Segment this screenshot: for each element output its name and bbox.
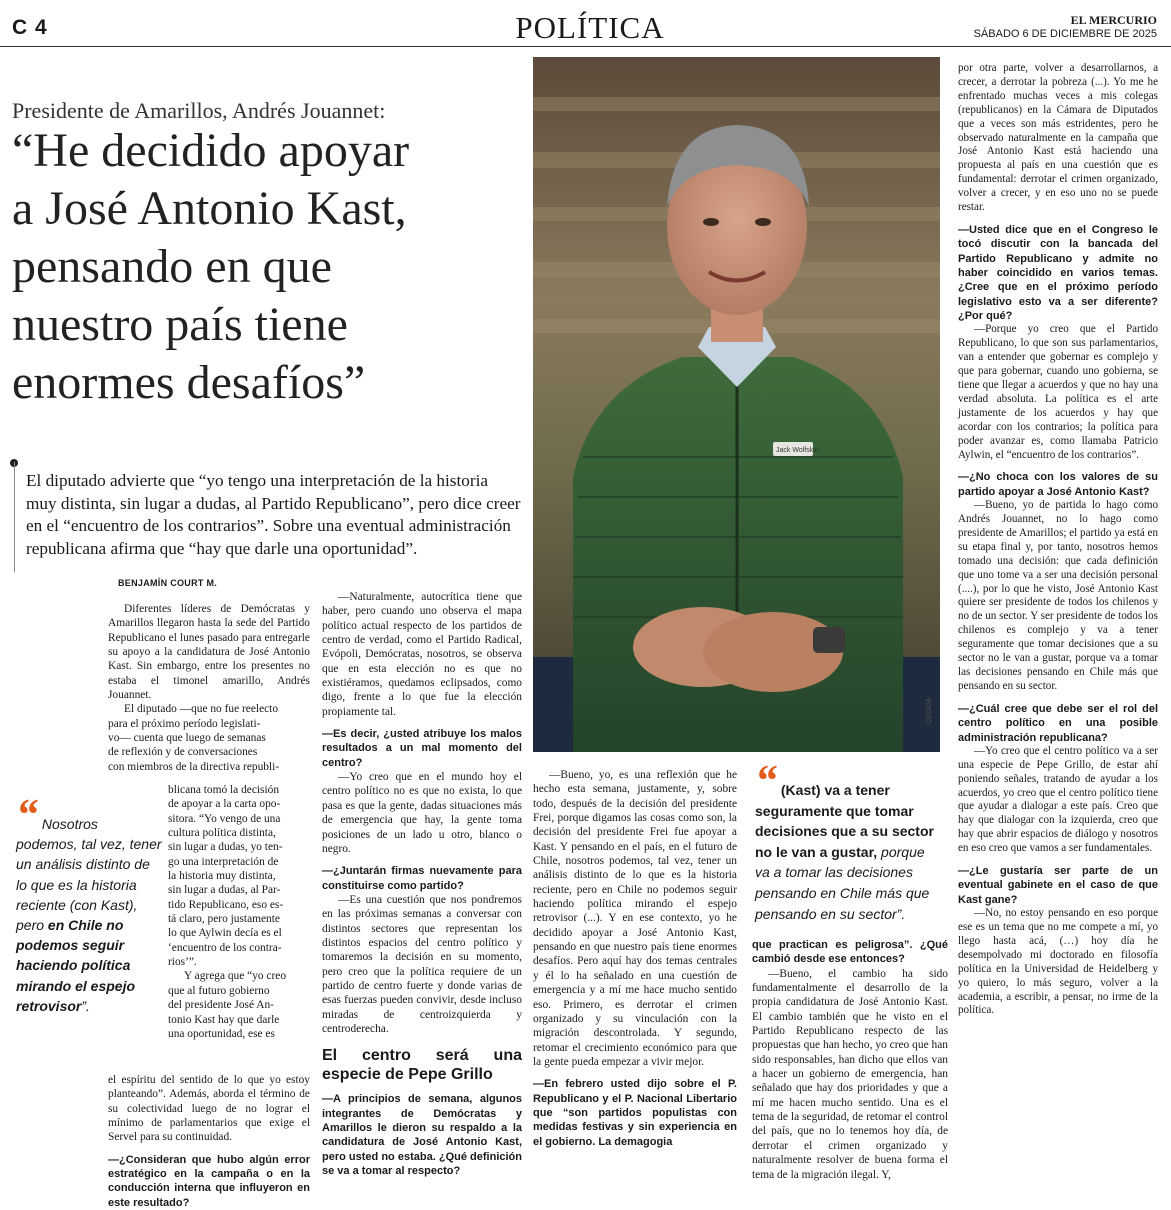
text-line: sitora. “Yo vengo de una [168, 812, 281, 825]
paragraph: —Yo creo que en el mundo hoy el centro político no es que no exista, lo que pasa es que la gente, dadas situaciones más de emergencia que hay, la gente toma posiciones de un lado u otro, blanco o negro. [322, 771, 522, 855]
page-number: C 4 [12, 16, 48, 39]
question: —¿Consideran que hubo algún error estratégico en la campaña o en la conducción interna que influyeron en este resultado? [108, 1153, 310, 1209]
question: —¿No choca con los valores de su partido apoyar a José Antonio Kast? [958, 471, 1158, 498]
portrait-photo [533, 57, 940, 752]
article-column-5 [958, 62, 1158, 1018]
text-line: ‘encuentro de los contra- [168, 941, 282, 954]
quote-mark-icon: “ [16, 790, 38, 839]
question: —A principios de semana, algunos integrantes de Demócratas y Amarillos le dieron su respaldo a la candidatura de José Antonio Kast, pero usted no estaba. ¿Qué definición se va a tomar al respecto? [322, 1093, 522, 1178]
question: —¿Juntarán firmas nuevamente para constituirse como partido? [322, 865, 522, 892]
header-rule [0, 46, 1171, 47]
subheading: El centro será una especie de Pepe Grillo [322, 1047, 522, 1084]
quote-mark-icon: “ [755, 756, 777, 805]
pull-quote-bold: en Chile no podemos seguir haciendo política mirando el espejo retrovisor [16, 917, 136, 1014]
text-line: go una interpretación de [168, 855, 279, 868]
paragraph: por otra parte, volver a desarrollarnos, a crecer, a derrotar la pobreza (...). Yo me he enfrentado muchas veces a mis colegas (republicanos) en la Cámara de Diputados que a veces son más estridentes, pero he observado naturalmente en la campaña que José Antonio Kast está haciendo una propuesta al país en una cuestión que es fundamental: derrotar el crimen organizado, volver a crecer, y en eso uno no se puede restar. [958, 62, 1158, 214]
article-column-2 [322, 590, 522, 1178]
text-line: con miembros de la directiva republi- [108, 760, 280, 773]
article-column-1-narrow [168, 783, 310, 1041]
pull-quote-text: porque va a tomar las decisiones pensando en Chile más que pensando en su sector”. [755, 843, 930, 922]
article-column-1-bottom [108, 1073, 310, 1210]
lead-rule [14, 462, 15, 572]
text-line: del presidente José An- [168, 999, 274, 1012]
paragraph: —Bueno, el cambio ha sido fundamentalmente el desarrollo de la propia candidatura de José Antonio Kast. El cambio también que he visto en el Partido Republicano respecto de las propuestas que han hecho, yo creo que han sido responsables, han dicho que ellos van a hacer un gobierno de emergencia, han señalado que hay dos prioridades y que a mí me hacen mucho sentido. Una es el tema de la seguridad, de retomar el control del país, que no lo tenemos hoy día, de derrotar el crimen organizado y naturalmente resolver de buena forma el tema de la migración ilegal. Y, [752, 967, 948, 1181]
question: —Es decir, ¿usted atribuye los malos resultados a un mal momento del centro? [322, 728, 522, 769]
pull-quote-1 [16, 790, 162, 1016]
paragraph: el espíritu del sentido de lo que yo estoy planteando”. Además, aborda el término de su colectividad luego de no lograr el mínimo de parlamentarios que exige el Servel para su continuidad. [108, 1074, 310, 1144]
headline [12, 122, 532, 412]
pull-quote-text: Nosotros podemos, tal vez, tener un análisis distinto de lo que es la historia reciente (con Kast), pero [16, 816, 162, 934]
text-line: blicana tomó la decisión [168, 784, 280, 796]
text-line: sin lugar a dudas, yo ten- [168, 841, 283, 854]
text-line: para el próximo período legislati- [108, 717, 261, 730]
paragraph: —Es una cuestión que nos pondremos en las próximas semanas a conversar con distintos sectores que representan los distintos espacios del centro político y tomaremos la decisión en su momento, pero creo que la política requiere de un partido de centro fuerte y donde varias de esas fuerzas pueden convivir, desde incluso miradas de centroizquierda y centroderecha. [322, 893, 522, 1035]
headline-line: “He decidido apoyar [12, 124, 410, 177]
svg-text:Jack Wolfskin: Jack Wolfskin [776, 447, 819, 454]
headline-line: a José Antonio Kast, [12, 182, 407, 235]
text-line: de apoyar a la carta opo- [168, 798, 281, 811]
paragraph: —Bueno, yo, es una reflexión que he hecho esta semana, justamente, y, sobre todo, después de la decisión del presidente Frei, porque digamos las cosas como son, la decisión del presidente Frei fue apoyar a Kast. Y pensando en el país, en el futuro de Chile, nosotros podemos, tal vez, tener un análisis distinto de lo que es la historia reciente, pero en Chile no podemos seguir haciendo política mirando el espejo retrovisor (...). Y en ese contexto, yo he decidido apoyar a José Antonio Kast, pensando en que nuestro país tiene enormes desafíos. Pero aquí hay dos temas centrales y él lo ha señalado en una cuestión de emergencia y a mí me hace mucho sentido eso. Primero, es derrotar el crimen organizado y su vinculación con la migración descontrolada. Y segundo, retomar el crecimiento económico para que la gente pueda empezar a vivir mejor. [533, 769, 737, 1068]
newspaper-name: EL MERCURIO [1070, 13, 1157, 27]
pull-quote-2 [755, 756, 943, 924]
section-title: POLÍTICA [515, 10, 665, 45]
text-line: sin lugar a dudas, al Par- [168, 884, 281, 897]
text-line: lo que Aylwin decía es el [168, 927, 282, 940]
text-line: Y agrega que “yo creo [184, 970, 287, 983]
pull-quote-end: ”. [81, 997, 90, 1014]
byline: BENJAMÍN COURT M. [118, 578, 218, 588]
text-line: que al futuro gobierno [168, 984, 270, 997]
text-line: una oportunidad, ese es [168, 1027, 275, 1040]
article-column-1 [108, 602, 310, 774]
question: —Usted dice que en el Congreso le tocó discutir con la bancada del Partido Republicano y admite no haber coincidido en varios temas. ¿Cree que en el próximo período legislativo esto va a ser diferente? ¿Por qué? [958, 223, 1158, 323]
question: que practican es peligrosa”. ¿Qué cambió desde ese entonces? [752, 939, 948, 966]
paragraph: —Porque yo creo que el Partido Republicano, lo que son sus parlamentarios, van a entender que gobernar es complejo y que para gobernar, cuando uno gobierna, se tiene que llegar a acuerdos y que no hay una verdad absoluta. La política es el arte justamente de los acuerdos y hay que acordar con los contrarios; la política para poder avanzar es, como llamaba Patricio Aylwin, el “encuentro de los contrarios”. [958, 323, 1158, 461]
question: —¿Le gustaría ser parte de un eventual gabinete en el caso de que Kast gane? [958, 865, 1158, 906]
text-line: la historia muy distinta, [168, 870, 276, 883]
photo-credit: CEDIDA [926, 697, 933, 724]
paragraph: Diferentes líderes de Demócratas y Amarillos llegaron hasta la sede del Partido Republicano el lunes pasado para entregarle su apoyo a la candidatura de José Antonio Kast. Sin embargo, entre los presentes no estaba el timonel amarillo, Andrés Jouannet. [108, 603, 310, 702]
text-line: tido Republicano, eso es- [168, 898, 284, 911]
text-line: de reflexión y de conversaciones [108, 746, 258, 759]
headline-line: enormes desafíos” [12, 356, 366, 409]
paragraph [108, 702, 310, 774]
text-line: El diputado —que no fue reelecto [124, 703, 279, 716]
question: —En febrero usted dijo sobre el P. Republicano y el P. Nacional Libertario que “son partidos populistas con medidas festivas y sin experiencia en el gobierno. La demagogia [533, 1078, 737, 1148]
paragraph: —No, no estoy pensando en eso porque ese es un tema que no me compete a mí, yo llego hasta acá, (…) hoy día he desempolvado mi doctorado en filosofía política en la Universidad de Heidelberg y yo quiero, lo más seguro, volver a la academia, a escribir, a pensar, no irme de la política. [958, 907, 1158, 1017]
article-column-4 [752, 938, 948, 1182]
headline-line: nuestro país tiene [12, 298, 348, 351]
text-line: vo— cuenta que luego de semanas [108, 732, 266, 745]
text-line: tonio Kast hay que darle [168, 1013, 280, 1026]
paragraph: —Naturalmente, autocrítica tiene que haber, pero cuando uno observa el mapa político actual respecto de los partidos de centro de verdad, como el Partido Radical, Evópoli, Demócratas, nosotros, se observa que en esta elección no es que no existiéramos, quedamos eclipsados, como digo, frente a lo que fue la elección propiamente tal. [322, 591, 522, 718]
portrait-illustration [533, 57, 940, 752]
question: —¿Cuál cree que debe ser el rol del centro político en una posible administración republicana? [958, 702, 1158, 744]
text-line: rios’”. [168, 956, 197, 969]
text-line: cultura política distinta, [168, 827, 276, 840]
kicker: Presidente de Amarillos, Andrés Jouannet: [12, 98, 386, 123]
issue-date: SÁBADO 6 DE DICIEMBRE DE 2025 [973, 28, 1157, 40]
article-column-3 [533, 768, 737, 1149]
pull-quote-bold: (Kast) va a tener seguramente que tomar decisiones que a su sector no le van a gustar, [755, 782, 934, 860]
paragraph: —Bueno, yo de partida lo hago como Andrés Jouannet, no lo hago como presidente de Amarillos; el partido ya está en su etapa final y, por tanto, nosotros hemos tomado una decisión: que cada definición que uno tome va a ser una decisión personal (....), por lo que he visto, José Antonio Kast quiere ser presidente de todos los chilenos y no de un sector. Y ser presidente de todos los chilenos es complejo y va a tener seguramente que tomar decisiones que a su sector no le van a gustar, porque va a tomar las decisiones pensando en Chile más que pensando en su sector. [958, 499, 1158, 692]
paragraph: —Yo creo que el centro político va a ser una especie de Pepe Grillo, de estar ahí poniendo señales, tratando de ayudar a los acuerdos, yo creo que el centro político tiene que ayudar a dialogar a este país. Creo que hay que dialogar con la izquierda, creo que hay que abrir espacios de diálogo y nosotros en eso creo que vamos a ser fundamentales. [958, 744, 1158, 855]
lead-paragraph: El diputado advierte que “yo tengo una interpretación de la historia muy distinta, sin lugar a dudas, al Partido Republicano”, pero dice creer en el “encuentro de los contrarios”. Sobre una eventual administración republicana afirma que “hay que darle una oportunidad”. [26, 471, 521, 558]
text-line: tá claro, pero justamente [168, 913, 280, 926]
headline-line: pensando en que [12, 240, 332, 293]
